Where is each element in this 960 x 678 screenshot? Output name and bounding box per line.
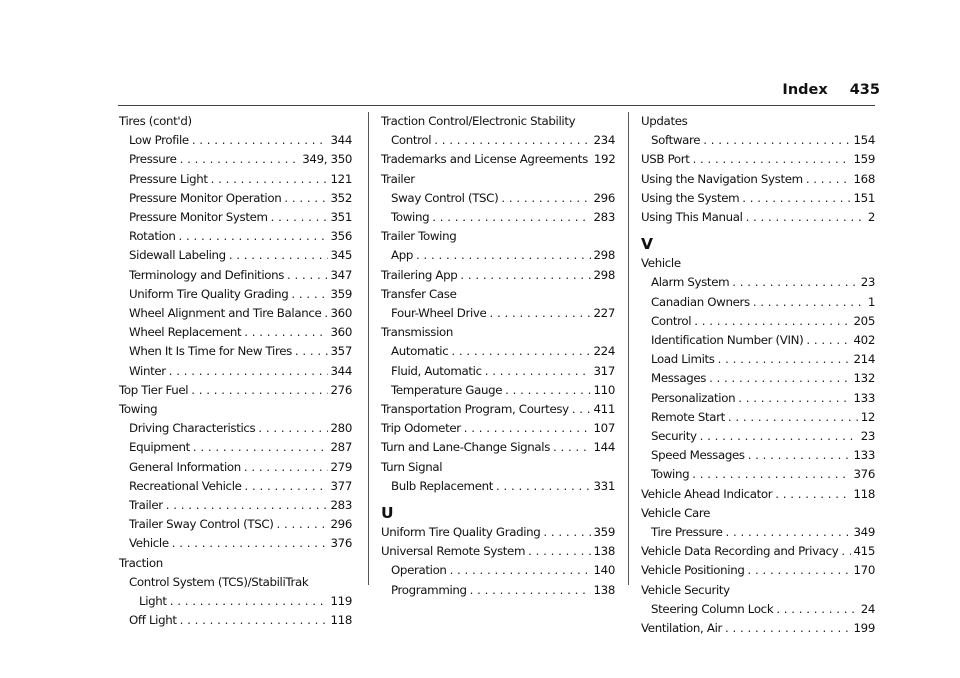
entry-label: Rotation bbox=[129, 229, 176, 244]
entry-page-number: 357 bbox=[330, 344, 352, 359]
entry-label: Trailer bbox=[381, 171, 415, 186]
index-entry bbox=[119, 534, 352, 553]
index-entry bbox=[381, 477, 615, 496]
index-heading bbox=[119, 554, 352, 573]
dot-leader bbox=[528, 542, 590, 561]
dot-leader bbox=[489, 304, 590, 323]
entry-label: When It Is Time for New Tires bbox=[129, 344, 292, 359]
entry-label: Canadian Owners bbox=[651, 294, 750, 309]
page-number: 435 bbox=[849, 82, 880, 98]
entry-label: Wheel Alignment and Tire Balance bbox=[129, 306, 322, 321]
entry-page-number: 411 bbox=[593, 402, 615, 417]
entry-label: Programming bbox=[391, 582, 467, 597]
entry-label: Trademarks and License Agreements bbox=[381, 152, 588, 167]
entry-label: Trailer bbox=[129, 498, 163, 513]
index-entry bbox=[381, 131, 615, 150]
index-entry bbox=[119, 477, 352, 496]
index-entry bbox=[381, 542, 615, 561]
entry-page-number: 377 bbox=[330, 478, 352, 493]
index-heading bbox=[381, 112, 615, 131]
entry-label: Pressure Monitor System bbox=[129, 210, 268, 225]
entry-page-number: 331 bbox=[593, 478, 615, 493]
entry-page-number: 276 bbox=[330, 382, 352, 397]
entry-label: Trailering App bbox=[381, 267, 458, 282]
index-entry bbox=[641, 542, 875, 561]
dot-leader bbox=[738, 389, 850, 408]
entry-page-number: 376 bbox=[330, 536, 352, 551]
index-heading bbox=[381, 458, 615, 477]
index-entry bbox=[119, 150, 352, 169]
index-entry bbox=[381, 362, 615, 381]
dot-leader bbox=[460, 266, 590, 285]
entry-page-number: 192 bbox=[593, 152, 616, 167]
index-entry bbox=[641, 408, 875, 427]
dot-leader bbox=[485, 362, 591, 381]
entry-label: Towing bbox=[119, 402, 158, 417]
entry-label: Alarm System bbox=[651, 275, 730, 290]
dot-leader bbox=[728, 408, 858, 427]
entry-page-number: 296 bbox=[593, 190, 615, 205]
entry-page-number: 287 bbox=[330, 440, 352, 455]
dot-leader bbox=[291, 285, 327, 304]
entry-label: Wheel Replacement bbox=[129, 325, 242, 340]
entry-label: Fluid, Automatic bbox=[391, 363, 482, 378]
entry-label: Vehicle Security bbox=[641, 582, 730, 597]
index-entry bbox=[119, 611, 352, 630]
index-entry bbox=[381, 581, 615, 600]
entry-label: Vehicle bbox=[641, 256, 681, 271]
index-entry bbox=[641, 131, 875, 150]
index-column-1 bbox=[119, 112, 352, 630]
entry-page-number: 359 bbox=[593, 525, 615, 540]
index-entry bbox=[641, 369, 875, 388]
entry-label: Transfer Case bbox=[381, 286, 457, 301]
index-entry bbox=[381, 150, 615, 169]
dot-leader bbox=[284, 189, 327, 208]
entry-label: Towing bbox=[391, 210, 430, 225]
entry-page-number: 349, 350 bbox=[302, 152, 352, 167]
dot-leader bbox=[451, 342, 590, 361]
index-entry bbox=[119, 304, 352, 323]
index-entry bbox=[641, 312, 875, 331]
index-entry bbox=[119, 323, 352, 342]
dot-leader bbox=[169, 362, 328, 381]
index-entry bbox=[119, 227, 352, 246]
entry-page-number: 107 bbox=[593, 421, 615, 436]
dot-leader bbox=[271, 208, 328, 227]
entry-label: Traction bbox=[119, 555, 163, 570]
entry-page-number: 140 bbox=[593, 563, 615, 578]
entry-label: Tire Pressure bbox=[651, 525, 723, 540]
entry-page-number: 159 bbox=[853, 152, 875, 167]
entry-label: Temperature Gauge bbox=[391, 382, 503, 397]
entry-page-number: 224 bbox=[593, 344, 615, 359]
index-entry bbox=[641, 389, 875, 408]
index-entry bbox=[119, 419, 352, 438]
dot-leader bbox=[258, 419, 327, 438]
entry-label: Security bbox=[651, 429, 697, 444]
index-heading bbox=[641, 112, 875, 131]
index-entry bbox=[641, 273, 875, 292]
entry-page-number: 280 bbox=[330, 421, 352, 436]
entry-page-number: 351 bbox=[330, 210, 352, 225]
index-entry bbox=[119, 246, 352, 265]
index-entry bbox=[381, 266, 615, 285]
entry-page-number: 360 bbox=[330, 325, 352, 340]
index-heading bbox=[641, 504, 875, 523]
header-divider bbox=[118, 105, 875, 106]
index-entry bbox=[119, 131, 352, 150]
dot-leader bbox=[718, 350, 851, 369]
entry-label: Sway Control (TSC) bbox=[391, 190, 499, 205]
index-entry bbox=[119, 496, 352, 515]
dot-leader bbox=[543, 523, 590, 542]
entry-page-number: 132 bbox=[853, 371, 875, 386]
entry-page-number: 349 bbox=[853, 525, 875, 540]
dot-leader bbox=[166, 496, 328, 515]
index-entry bbox=[119, 515, 352, 534]
index-entry bbox=[641, 619, 875, 638]
dot-leader bbox=[432, 208, 590, 227]
entry-page-number: 352 bbox=[330, 190, 352, 205]
index-entry bbox=[119, 458, 352, 477]
entry-page-number: 279 bbox=[330, 459, 352, 474]
dot-leader bbox=[295, 342, 328, 361]
entry-label: Four-Wheel Drive bbox=[391, 306, 487, 321]
dot-leader bbox=[692, 465, 850, 484]
section-letter: V bbox=[641, 235, 653, 254]
entry-page-number: 298 bbox=[593, 267, 615, 282]
entry-page-number: 133 bbox=[853, 448, 875, 463]
dot-leader bbox=[434, 131, 590, 150]
entry-label: Turn and Lane-Change Signals bbox=[381, 440, 550, 455]
index-entry bbox=[119, 170, 352, 189]
index-entry bbox=[119, 285, 352, 304]
entry-label: Uniform Tire Quality Grading bbox=[129, 286, 289, 301]
index-entry bbox=[381, 304, 615, 323]
dot-leader bbox=[693, 150, 851, 169]
entry-page-number: 168 bbox=[853, 171, 875, 186]
dot-leader bbox=[170, 592, 328, 611]
entry-page-number: 402 bbox=[853, 333, 875, 348]
index-entry bbox=[641, 150, 875, 169]
dot-leader bbox=[277, 515, 328, 534]
entry-page-number: 138 bbox=[593, 544, 615, 559]
index-entry bbox=[641, 446, 875, 465]
entry-page-number: 24 bbox=[860, 601, 875, 616]
entry-page-number: 344 bbox=[330, 363, 352, 378]
index-heading bbox=[641, 581, 875, 600]
index-entry bbox=[381, 381, 615, 400]
entry-page-number: 154 bbox=[853, 133, 875, 148]
dot-leader bbox=[287, 266, 327, 285]
dot-leader bbox=[191, 381, 327, 400]
entry-label: Steering Column Lock bbox=[651, 601, 774, 616]
entry-label: Control bbox=[391, 133, 432, 148]
entry-label: Trip Odometer bbox=[381, 421, 461, 436]
dot-leader bbox=[747, 561, 850, 580]
index-heading bbox=[119, 573, 352, 592]
entry-page-number: 151 bbox=[853, 190, 875, 205]
entry-label: Personalization bbox=[651, 390, 736, 405]
entry-label: Pressure bbox=[129, 152, 177, 167]
entry-page-number: 138 bbox=[593, 582, 615, 597]
entry-page-number: 1 bbox=[867, 294, 875, 309]
dot-leader bbox=[464, 419, 591, 438]
index-entry bbox=[381, 438, 615, 457]
index-entry bbox=[641, 350, 875, 369]
index-heading bbox=[119, 112, 352, 131]
dot-leader bbox=[180, 611, 328, 630]
index-entry bbox=[641, 600, 875, 619]
entry-label: Using the Navigation System bbox=[641, 171, 803, 186]
index-entry bbox=[641, 465, 875, 484]
dot-leader bbox=[505, 381, 590, 400]
entry-label: Driving Characteristics bbox=[129, 421, 256, 436]
dot-leader bbox=[775, 485, 850, 504]
index-entry bbox=[119, 381, 352, 400]
index-entry bbox=[119, 208, 352, 227]
entry-page-number: 214 bbox=[853, 352, 875, 367]
entry-label: Vehicle Data Recording and Privacy bbox=[641, 544, 839, 559]
index-entry bbox=[381, 561, 615, 580]
dot-leader bbox=[572, 400, 591, 419]
entry-page-number: 415 bbox=[853, 544, 875, 559]
entry-page-number: 347 bbox=[330, 267, 352, 282]
entry-label: Vehicle bbox=[129, 536, 169, 551]
dot-leader bbox=[806, 170, 851, 189]
index-heading bbox=[381, 227, 615, 246]
dot-leader bbox=[776, 600, 857, 619]
dot-leader bbox=[180, 150, 300, 169]
index-entry bbox=[119, 362, 352, 381]
index-entry bbox=[119, 438, 352, 457]
entry-label: Vehicle Positioning bbox=[641, 563, 745, 578]
entry-label: Trailer Towing bbox=[381, 229, 457, 244]
dot-leader bbox=[694, 312, 850, 331]
entry-page-number: 356 bbox=[330, 229, 352, 244]
index-entry bbox=[641, 331, 875, 350]
index-entry bbox=[641, 170, 875, 189]
entry-page-number: 283 bbox=[593, 210, 615, 225]
entry-label: Turn Signal bbox=[381, 459, 443, 474]
entry-page-number: 359 bbox=[330, 286, 352, 301]
entry-page-number: 12 bbox=[860, 409, 875, 424]
dot-leader bbox=[179, 227, 328, 246]
entry-label: Control System (TCS)/StabiliTrak bbox=[129, 574, 309, 589]
entry-label: Control bbox=[651, 313, 692, 328]
dot-leader bbox=[450, 561, 591, 580]
entry-label: Messages bbox=[651, 371, 707, 386]
index-entry bbox=[641, 189, 875, 208]
entry-label: USB Port bbox=[641, 152, 690, 167]
dot-leader bbox=[725, 619, 851, 638]
dot-leader bbox=[753, 293, 865, 312]
dot-leader bbox=[806, 331, 850, 350]
page-header bbox=[740, 82, 880, 98]
dot-leader bbox=[229, 246, 328, 265]
dot-leader bbox=[496, 477, 591, 496]
entry-page-number: 360 bbox=[330, 306, 352, 321]
index-heading bbox=[119, 400, 352, 419]
entry-label: Operation bbox=[391, 563, 447, 578]
index-heading bbox=[381, 323, 615, 342]
dot-leader bbox=[709, 369, 850, 388]
entry-label: Automatic bbox=[391, 344, 449, 359]
dot-leader bbox=[211, 170, 328, 189]
entry-label: Towing bbox=[651, 467, 690, 482]
entry-label: General Information bbox=[129, 459, 241, 474]
entry-label: Uniform Tire Quality Grading bbox=[381, 525, 541, 540]
dot-leader bbox=[746, 208, 865, 227]
dot-leader bbox=[324, 304, 327, 323]
entry-page-number: 2 bbox=[867, 210, 875, 225]
index-entry bbox=[381, 400, 615, 419]
entry-label: Using the System bbox=[641, 190, 740, 205]
entry-page-number: 110 bbox=[593, 382, 615, 397]
index-entry bbox=[381, 342, 615, 361]
entry-page-number: 205 bbox=[853, 313, 875, 328]
entry-label: Terminology and Definitions bbox=[129, 267, 285, 282]
entry-page-number: 317 bbox=[593, 363, 615, 378]
dot-leader bbox=[553, 438, 591, 457]
index-column-2 bbox=[381, 112, 615, 600]
entry-page-number: 376 bbox=[853, 467, 875, 482]
entry-page-number: 345 bbox=[330, 248, 352, 263]
index-entry bbox=[381, 246, 615, 265]
entry-page-number: 121 bbox=[330, 171, 352, 186]
index-heading bbox=[641, 254, 875, 273]
entry-label: Transportation Program, Courtesy bbox=[381, 402, 569, 417]
entry-page-number: 144 bbox=[593, 440, 615, 455]
dot-leader bbox=[501, 189, 590, 208]
dot-leader bbox=[703, 131, 850, 150]
entry-label: Tires (cont'd) bbox=[119, 114, 192, 128]
dot-leader bbox=[244, 458, 328, 477]
index-entry bbox=[641, 427, 875, 446]
index-heading bbox=[381, 285, 615, 304]
entry-label: Remote Start bbox=[651, 409, 725, 424]
index-entry bbox=[119, 592, 352, 611]
entry-label: Light bbox=[139, 594, 167, 609]
entry-label: Universal Remote System bbox=[381, 544, 526, 559]
dot-leader bbox=[726, 523, 851, 542]
entry-label: Pressure Monitor Operation bbox=[129, 190, 282, 205]
dot-leader bbox=[172, 534, 328, 553]
index-entry bbox=[381, 208, 615, 227]
index-heading bbox=[381, 170, 615, 189]
entry-label: Pressure Light bbox=[129, 171, 208, 186]
entry-label: Speed Messages bbox=[651, 448, 745, 463]
entry-page-number: 118 bbox=[853, 486, 875, 501]
entry-page-number: 118 bbox=[330, 613, 352, 628]
entry-label: Identification Number (VIN) bbox=[651, 333, 804, 348]
index-entry bbox=[119, 189, 352, 208]
entry-label: Top Tier Fuel bbox=[119, 382, 189, 397]
index-entry bbox=[119, 342, 352, 361]
dot-leader bbox=[192, 131, 328, 150]
entry-label: Low Profile bbox=[129, 133, 189, 148]
entry-label: Winter bbox=[129, 363, 166, 378]
index-entry bbox=[641, 208, 875, 227]
dot-leader bbox=[700, 427, 858, 446]
entry-page-number: 283 bbox=[330, 498, 352, 513]
index-entry bbox=[641, 485, 875, 504]
entry-page-number: 119 bbox=[330, 594, 352, 609]
entry-label: Using This Manual bbox=[641, 210, 743, 225]
entry-label: Sidewall Labeling bbox=[129, 248, 226, 263]
dot-leader bbox=[416, 246, 591, 265]
entry-label: Load Limits bbox=[651, 352, 715, 367]
entry-page-number: 296 bbox=[330, 517, 352, 532]
index-entry bbox=[641, 523, 875, 542]
entry-label: Trailer Sway Control (TSC) bbox=[129, 517, 274, 532]
section-letter: U bbox=[381, 504, 394, 523]
index-column-3 bbox=[641, 112, 875, 638]
entry-page-number: 23 bbox=[860, 429, 875, 444]
index-entry bbox=[119, 266, 352, 285]
index-entry bbox=[641, 561, 875, 580]
entry-label: Recreational Vehicle bbox=[129, 478, 242, 493]
entry-label: Software bbox=[651, 133, 701, 148]
entry-label: Updates bbox=[641, 114, 688, 128]
dot-leader bbox=[245, 477, 328, 496]
entry-label: Vehicle Ahead Indicator bbox=[641, 486, 773, 501]
index-entry bbox=[381, 523, 615, 542]
entry-label: Transmission bbox=[381, 325, 454, 340]
entry-page-number: 234 bbox=[593, 133, 615, 148]
entry-label: Traction Control/Electronic Stability bbox=[381, 114, 576, 128]
entry-label: App bbox=[391, 248, 413, 263]
dot-leader bbox=[742, 189, 850, 208]
entry-page-number: 199 bbox=[853, 621, 875, 636]
entry-page-number: 344 bbox=[330, 133, 352, 148]
dot-leader bbox=[748, 446, 851, 465]
dot-leader bbox=[244, 323, 327, 342]
page-header-title: Index bbox=[782, 82, 828, 98]
entry-page-number: 133 bbox=[853, 390, 875, 405]
entry-label: Vehicle Care bbox=[641, 505, 711, 520]
dot-leader bbox=[732, 273, 857, 292]
entry-label: Equipment bbox=[129, 440, 190, 455]
dot-leader bbox=[193, 438, 328, 457]
column-divider bbox=[628, 112, 629, 585]
dot-leader bbox=[470, 581, 591, 600]
entry-page-number: 23 bbox=[860, 275, 875, 290]
entry-page-number: 227 bbox=[593, 306, 615, 321]
entry-label: Bulb Replacement bbox=[391, 478, 494, 493]
index-entry bbox=[381, 419, 615, 438]
entry-label: Ventilation, Air bbox=[641, 621, 722, 636]
entry-page-number: 170 bbox=[853, 563, 875, 578]
column-divider bbox=[368, 112, 369, 585]
index-entry bbox=[641, 293, 875, 312]
dot-leader bbox=[841, 542, 850, 561]
index-entry bbox=[381, 189, 615, 208]
entry-page-number: 298 bbox=[593, 248, 615, 263]
entry-label: Off Light bbox=[129, 613, 177, 628]
